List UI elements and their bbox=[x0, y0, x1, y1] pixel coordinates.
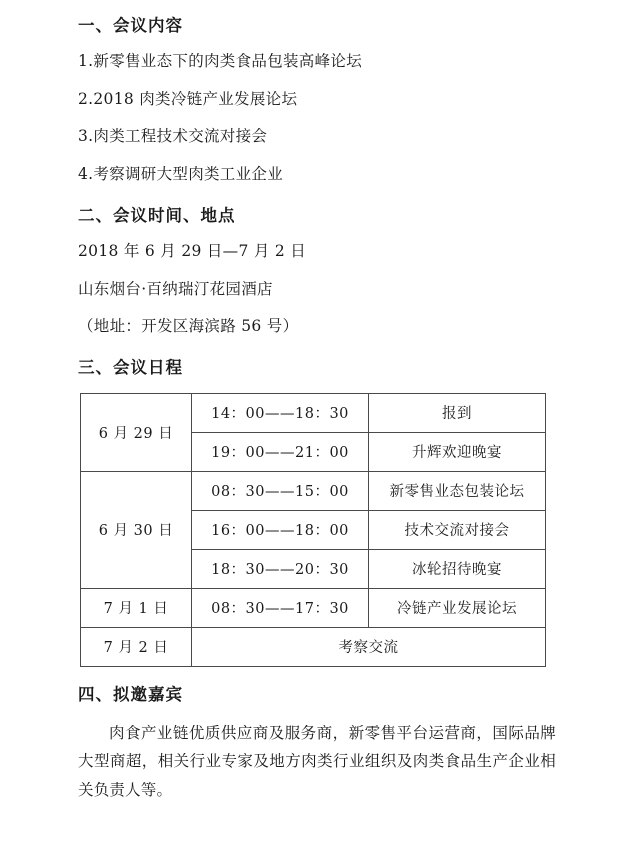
meeting-venue: 山东烟台·百纳瑞汀花园酒店 bbox=[78, 279, 273, 298]
schedule-time-1-1: 16：00——18：00 bbox=[192, 510, 369, 549]
schedule-item-3-0: 考察交流 bbox=[192, 627, 546, 666]
table-row bbox=[81, 588, 546, 627]
section-heading-4: 四、拟邀嘉宾 bbox=[78, 684, 183, 704]
section-4-paragraph: 肉食产业链优质供应商及服务商，新零售平台运营商，国际品牌大型商超，相关行业专家及地方肉类行业组织及肉类食品生产企业相关负责人等。 bbox=[78, 723, 556, 799]
schedule-date-0: 6 月 29 日 bbox=[81, 393, 192, 471]
meeting-address: （地址：开发区海滨路 56 号） bbox=[78, 317, 299, 335]
section-4-block bbox=[78, 683, 556, 805]
schedule-item-1-2: 冰轮招待晚宴 bbox=[369, 549, 546, 588]
section-heading-3: 三、会议日程 bbox=[78, 358, 183, 378]
schedule-time-1-2: 18：30——20：30 bbox=[192, 549, 369, 588]
section-1-item-4: 4.考察调研大型肉类工业企业 bbox=[78, 164, 283, 183]
table-row bbox=[81, 471, 546, 510]
schedule-item-0-1: 升辉欢迎晚宴 bbox=[369, 432, 546, 471]
schedule-table-wrapper bbox=[78, 393, 556, 667]
section-1-item-1: 1.新零售业态下的肉类食品包装高峰论坛 bbox=[78, 52, 362, 71]
schedule-item-1-0: 新零售业态包装论坛 bbox=[369, 471, 546, 510]
schedule-date-1: 6 月 30 日 bbox=[81, 471, 192, 588]
table-row bbox=[81, 627, 546, 666]
schedule-time-1-0: 08：30——15：00 bbox=[192, 471, 369, 510]
table-row bbox=[81, 393, 546, 432]
schedule-item-2-0: 冷链产业发展论坛 bbox=[369, 588, 546, 627]
schedule-time-0-1: 19：00——21：00 bbox=[192, 432, 369, 471]
section-heading-2: 二、会议时间、地点 bbox=[78, 205, 236, 225]
schedule-item-0-0: 报到 bbox=[369, 393, 546, 432]
schedule-time-0-0: 14：00——18：30 bbox=[192, 393, 369, 432]
schedule-time-2-0: 08：30——17：30 bbox=[192, 588, 369, 627]
schedule-date-3: 7 月 2 日 bbox=[81, 627, 192, 666]
meeting-date: 2018 年 6 月 29 日—7 月 2 日 bbox=[78, 242, 307, 261]
section-1-item-2: 2.2018 肉类冷链产业发展论坛 bbox=[78, 89, 298, 108]
section-heading-1: 一、会议内容 bbox=[78, 16, 183, 35]
schedule-table bbox=[80, 393, 546, 667]
schedule-item-1-1: 技术交流对接会 bbox=[369, 510, 546, 549]
schedule-date-2: 7 月 1 日 bbox=[81, 588, 192, 627]
section-1-item-3: 3.肉类工程技术交流对接会 bbox=[78, 127, 268, 146]
